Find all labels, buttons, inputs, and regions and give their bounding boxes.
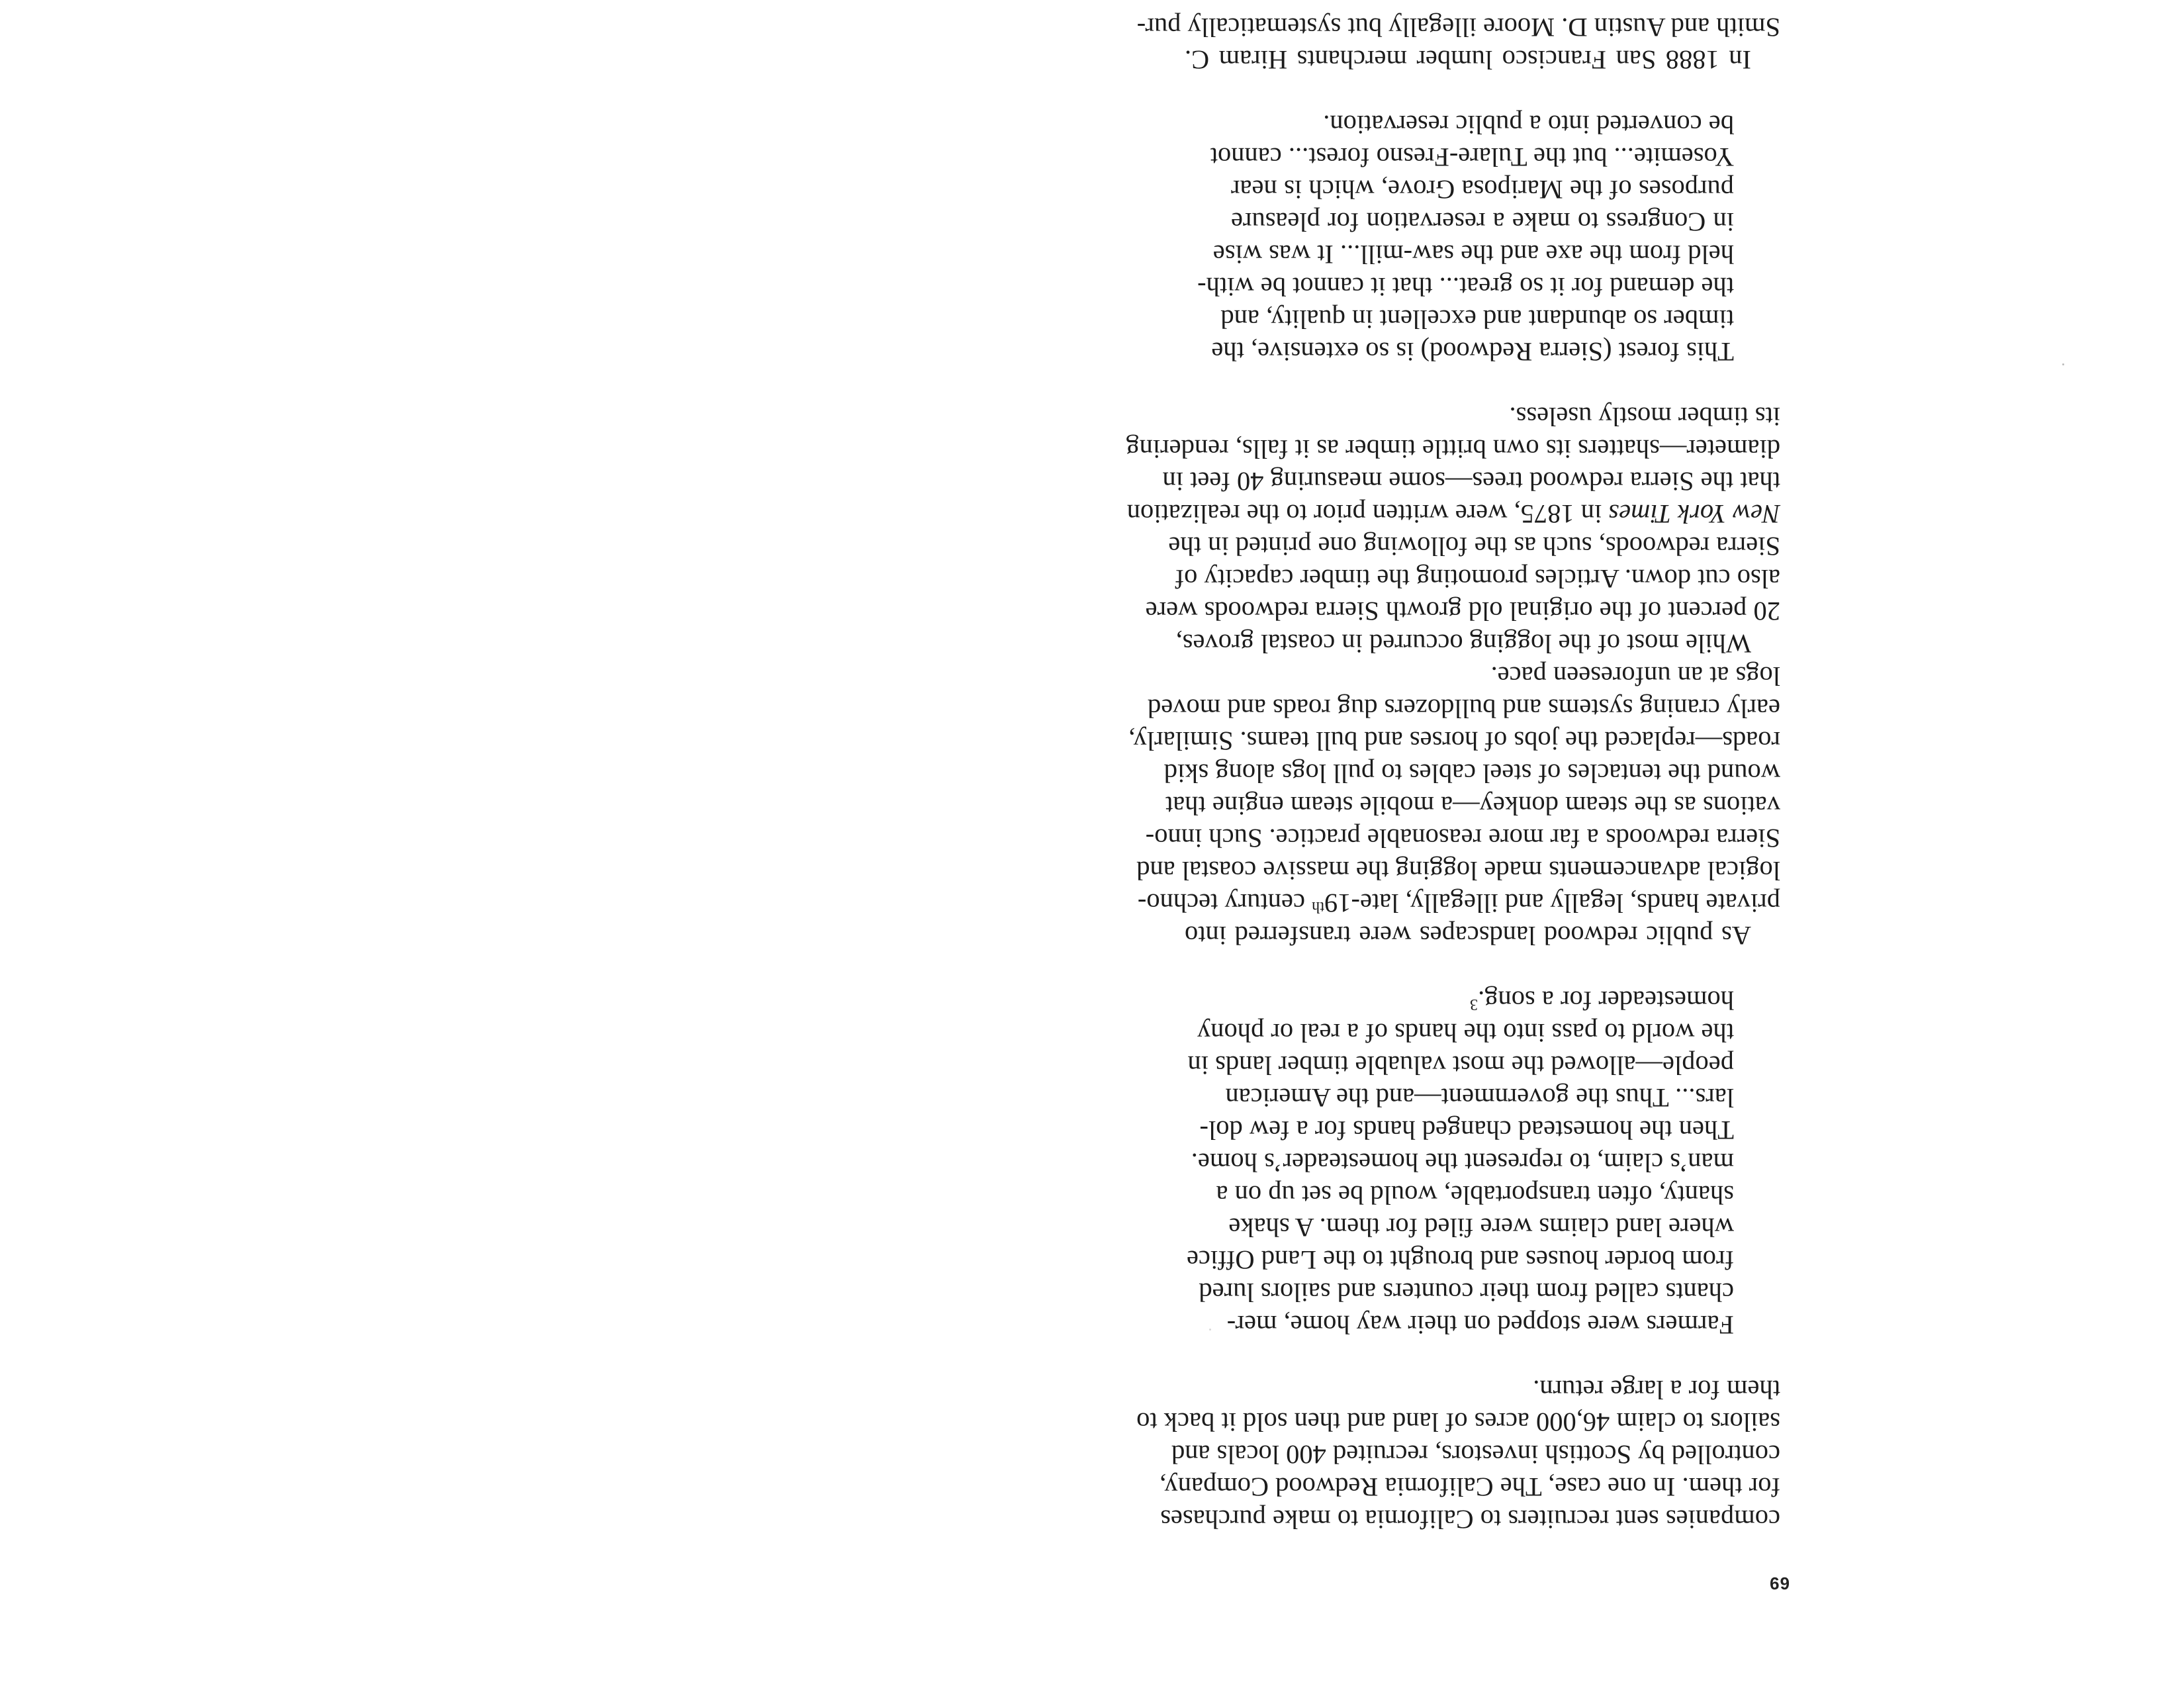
text-line: wound the tentacles of steel cables to pull logs along skid bbox=[1163, 759, 1780, 788]
text-line: its timber mostly useless. bbox=[1509, 402, 1780, 432]
quote-line: timber so abundant and excellent in quality, and bbox=[1220, 305, 1734, 334]
page-number: 69 bbox=[1769, 1573, 1790, 1593]
scan-speck bbox=[1209, 1329, 1211, 1331]
paragraph-4 bbox=[1136, 11, 1780, 76]
quote-line: man’s claim, to represent the homesteader’s home. bbox=[1191, 1148, 1734, 1178]
quote-line: in Congress to make a reservation for pleasure bbox=[1231, 207, 1734, 237]
text-line: also cut down. Articles promoting the timber capacity of bbox=[1175, 564, 1780, 594]
quote-line-text: homesteader for a song. bbox=[1478, 986, 1734, 1015]
footnote-marker: 3 bbox=[1469, 996, 1479, 1014]
quote-line: chants called from their counters and sailors lured bbox=[1199, 1278, 1734, 1307]
quote-line: This forest (Sierra Redwood) is so extensive, the bbox=[1211, 337, 1734, 367]
text-line-tail: in 1875, were written prior to the realization bbox=[1126, 499, 1609, 529]
quote-line: Farmers were stopped on their way home, mer- bbox=[1226, 1310, 1734, 1340]
text-line: vations as the steam donkey—a mobile steam engine that bbox=[1165, 791, 1780, 821]
quote-line: held from the axe and the saw-mill... It was wise bbox=[1212, 240, 1734, 269]
scan-speck bbox=[2062, 363, 2064, 365]
quote-line: purposes of the Mariposa Grove, which is near bbox=[1231, 175, 1734, 205]
text-line: Sierra redwoods, such as the following one printed in the bbox=[1168, 532, 1780, 561]
text-line: that the Sierra redwood trees—some measuring 40 feet in bbox=[1162, 467, 1780, 496]
text-line: for them. In one case, The California Redwood Company, bbox=[1159, 1472, 1780, 1502]
text-column bbox=[1126, 11, 1780, 1536]
text-line: diameter—shatters its own brittle timber as it falls, rendering bbox=[1126, 434, 1780, 464]
quote-line: lars... Thus the government—and the American bbox=[1225, 1083, 1734, 1113]
paragraph-2 bbox=[1128, 660, 1780, 952]
text-line: As public redwood landscapes were transferred into bbox=[1185, 921, 1751, 951]
text-line: companies sent recruiters to California to make purchases bbox=[1160, 1505, 1780, 1534]
quote-line: the world to pass into the hands of a real or phony bbox=[1197, 1018, 1734, 1048]
text-line bbox=[1126, 498, 1780, 530]
quote-line bbox=[1231, 984, 1734, 1017]
text-line: Smith and Austin D. Moore illegally but systematically pur- bbox=[1136, 13, 1780, 42]
block-quote-1 bbox=[1186, 984, 1734, 1341]
text-line: logical advancements made logging the massive coastal and bbox=[1136, 856, 1780, 886]
text-line-head: private hands, legally and illegally, late-19 bbox=[1324, 888, 1780, 918]
quote-line: shanty, often transportable, would be set up on a bbox=[1216, 1180, 1734, 1210]
quote-line: people—allowed the most valuable timber lands in bbox=[1187, 1051, 1734, 1080]
text-line: controlled by Scottish investors, recruited 400 locals and bbox=[1171, 1440, 1780, 1470]
text-line bbox=[1137, 887, 1780, 919]
quote-line: be converted into a public reservation. bbox=[1323, 110, 1734, 140]
text-line: While most of the logging occurred in coastal groves, bbox=[1175, 629, 1751, 659]
paragraph-3 bbox=[1126, 400, 1780, 660]
quote-line: Then the homestead changed hands for a few dol- bbox=[1199, 1115, 1734, 1145]
block-quote-2 bbox=[1197, 109, 1734, 368]
ordinal-suffix: th bbox=[1312, 898, 1324, 917]
text-line: early craning systems and bulldozers dug roads and moved bbox=[1147, 694, 1780, 724]
text-line: sailors to claim 46,000 acres of land and then sold it back to bbox=[1136, 1407, 1780, 1437]
text-line-tail: century techno- bbox=[1137, 888, 1312, 918]
quote-line: where land claims were filed for them. A shake bbox=[1228, 1213, 1734, 1243]
paragraph-1 bbox=[1136, 1374, 1780, 1536]
text-line: logs at an unforeseen pace. bbox=[1490, 661, 1780, 691]
text-line: 20 percent of the original old growth Sierra redwoods were bbox=[1145, 596, 1780, 626]
quote-line: Yosemite... but the Tulare-Fresno forest... cannot bbox=[1210, 142, 1734, 172]
publication-title: New York Times bbox=[1608, 499, 1780, 529]
quote-line: the demand for it so great... that it cannot be with- bbox=[1197, 272, 1734, 302]
text-line: In 1888 San Francisco lumber merchants Hiram C. bbox=[1185, 45, 1751, 75]
text-line: Sierra redwoods a far more reasonable practice. Such inno- bbox=[1145, 823, 1780, 853]
text-line: them for a large return. bbox=[1533, 1375, 1780, 1405]
text-line: roads—replaced the jobs of horses and bull teams. Similarly, bbox=[1128, 726, 1780, 756]
quote-line: from border houses and brought to the Land Office bbox=[1186, 1245, 1734, 1275]
